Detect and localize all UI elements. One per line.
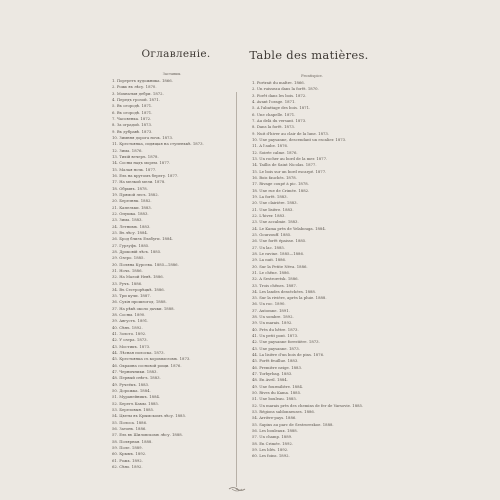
contents-entry: 49. Une fourmilière. 1884. <box>252 383 304 389</box>
contents-entry: 7. Часовенка. 1872. <box>112 115 152 121</box>
contents-entry: 36. Сухія прошлогод. 1888. <box>112 299 167 305</box>
contents-entry: 32. A Sestroretsk. 1886. <box>252 276 299 282</box>
contents-entry: 47. Черничники. 1883. <box>112 369 158 375</box>
contents-entry: 2. Un ruisseau dans la forêt. 1870. <box>252 86 319 92</box>
contents-entry: 27. Гурзуфъ. 1885. <box>112 242 150 248</box>
contents-entry: 46. Première neige. 1883. <box>252 364 303 370</box>
contents-entry: 14. Taillis de Saint Nicolas. 1877. <box>252 162 317 168</box>
contents-entry: 56. Затонъ. 1886. <box>112 426 147 432</box>
ornament-flourish <box>228 485 246 493</box>
contents-entry: 62. Сѣно. 1892. <box>112 464 143 470</box>
contents-subtitle-french: Frontispice. <box>301 74 323 78</box>
contents-entry: 30. Sur la Petite Néva. 1886. <box>252 263 308 269</box>
contents-entry: 41. Золото. 1892. <box>112 331 147 337</box>
contents-entry: 12. Зима. 1876. <box>112 147 143 153</box>
contents-entry: 59. Поле. 1889. <box>112 445 143 451</box>
contents-entry: 1. Portrait du maître. 1866. <box>252 80 305 85</box>
contents-entry: 25. Въ лѣсу. 1884. <box>112 229 149 235</box>
contents-entry: 57. Ель въ Шиловскомъ лѣсу. 1888. <box>112 432 183 438</box>
contents-entry: 9. Въ дубравѣ. 1873. <box>112 128 153 134</box>
contents-entry: 34. Въ Сестрорѣцкѣ. 1886. <box>112 286 165 292</box>
contents-entry: 23. Зима. 1883. <box>112 217 143 223</box>
contents-entry: 10. Зимняя дорога ночь. 1873. <box>112 134 174 140</box>
contents-entry: 25. Gourzouff. 1885. <box>252 231 292 237</box>
contents-entry: 16. Bois fauchés. 1878. <box>252 174 297 180</box>
contents-entry: 11. Крестьянка, сидящая на ступенькѣ. 1873. <box>112 141 204 147</box>
contents-entry: 51. Une bouleau. 1885. <box>252 396 297 402</box>
contents-entry: 5. A l'abattage des bois. 1871. <box>252 105 311 111</box>
contents-entry: 38. Un sombre. 1892. <box>252 314 294 320</box>
contents-entry: 50. Rives du Kama. 1885. <box>252 390 302 396</box>
contents-entry: 31. Le chêne. 1886. <box>252 269 291 275</box>
contents-entry: 44. Лѣсная полоска. 1873. <box>112 350 165 356</box>
contents-entry: 6. Въ огородѣ. 1871. <box>112 109 153 115</box>
contents-entry: 53. Березовыя. 1885. <box>112 407 155 413</box>
contents-entry: 43. Мостикъ. 1873. <box>112 343 151 349</box>
contents-title-russian: Оглавленіе. <box>141 48 211 60</box>
contents-entry: 39. Августъ. 1891. <box>112 318 149 324</box>
contents-entry: 18. Обрывъ. 1878. <box>112 185 148 191</box>
contents-entry: 22. Опушка. 1883. <box>112 210 149 216</box>
contents-title-french: Table des matières. <box>249 48 369 62</box>
contents-entry: 8. За оградой. 1873. <box>112 122 153 128</box>
contents-entry: 58. En Crimée. 1892. <box>252 440 293 446</box>
contents-entry: 58. Полярная. 1888. <box>112 438 153 444</box>
contents-entry: 45. Forêt feuillue. 1883. <box>252 358 299 364</box>
contents-list-russian <box>112 78 232 470</box>
contents-entry: 41. Un petit pont. 1873. <box>252 333 299 339</box>
contents-entry: 43. Une paysanne. 1873. <box>252 345 300 351</box>
contents-entry: 55. Sapins au parc de Sestrorezkoe. 1888. <box>252 421 334 427</box>
contents-entry: 21. Une lisière. 1883. <box>252 206 294 212</box>
contents-list-french <box>252 80 372 460</box>
contents-entry: 17. На мелкой мели. 1878. <box>112 179 166 185</box>
contents-entry: 4. Передъ грозой. 1871. <box>112 96 160 102</box>
contents-entry: 22. L'hiver. 1883. <box>252 212 286 218</box>
contents-entry: 17. Rivage coupé à pic. 1878. <box>252 181 309 187</box>
contents-entry: 32. На Малой Невѣ. 1886. <box>112 274 164 280</box>
column-divider <box>236 92 237 487</box>
contents-entry: 24. Летнимъ. 1883. <box>112 223 151 229</box>
contents-entry: 30. Поляна Курсева. 1885—1886. <box>112 261 179 267</box>
contents-entry: 23. Une accalmie. 1883. <box>252 219 299 225</box>
contents-entry: 57. Un champ. 1889. <box>252 434 293 440</box>
contents-entry: 4. Avant l'orage. 1871. <box>252 98 296 104</box>
contents-entry: 3. Forêt dans les bois. 1872. <box>252 92 307 98</box>
contents-entry: 13. Un rocher au bord de la mer. 1877. <box>252 155 328 161</box>
contents-entry: 50. Дорожка. 1884. <box>112 388 151 394</box>
contents-entry: 21. Капельки. 1883. <box>112 204 152 210</box>
contents-entry: 19. Прямой лесъ. 1882. <box>112 191 159 197</box>
contents-entry: 20. Une clairière. 1883. <box>252 200 298 206</box>
contents-entry: 54. Цветы въ Крымскомъ лѣсу. 1885. <box>112 413 187 419</box>
contents-entry: 55. Полоса. 1886. <box>112 419 148 425</box>
contents-entry: 10. Une paysanne, descendant un escalier. 1873. <box>252 136 347 142</box>
contents-entry: 54. Arrière-pays. 1886. <box>252 415 297 421</box>
contents-entry: 40. Près du hêtre. 1873. <box>252 326 299 332</box>
contents-entry: 42. Une paysanne forestière. 1873. <box>252 339 320 345</box>
contents-entry: 15. Малая ночь. 1877. <box>112 166 157 172</box>
contents-entry: 44. La lisière d'un bois de pins. 1876. <box>252 352 325 358</box>
contents-entry: 61. Рожь. 1892. <box>112 457 143 463</box>
contents-subtitle-russian: Заставкы. <box>162 72 182 76</box>
contents-entry: 37. Automne. 1891. <box>252 307 290 313</box>
contents-entry: 40. Сѣнъ. 1892. <box>112 324 143 330</box>
contents-entry: 59. Les blés. 1892. <box>252 447 289 453</box>
contents-entry: 19. La forêt. 1883. <box>252 193 288 199</box>
contents-entry: 12. Soirée calme. 1876. <box>252 149 298 155</box>
contents-entry: 14. Сосны надъ морем. 1877. <box>112 160 171 166</box>
contents-entry: 42. У озера. 1873. <box>112 337 148 343</box>
contents-entry: 29. La nuit. 1886. <box>252 257 287 263</box>
contents-entry: 49. Ручеёкъ. 1883. <box>112 381 150 387</box>
contents-entry: 52. Берегъ Камы. 1885. <box>112 400 160 406</box>
contents-entry: 20. Березняк. 1882. <box>112 198 152 204</box>
contents-entry: 28. Дроковій лѣсъ. 1885. <box>112 248 162 254</box>
contents-entry: 53. Régions sablonneuses. 1886. <box>252 409 316 415</box>
contents-entry: 35. Три кучи. 1887. <box>112 293 151 299</box>
contents-entry: 26. Брод близъ Елабуги. 1884. <box>112 236 173 242</box>
contents-entry: 29. Озеро. 1885. <box>112 255 145 261</box>
contents-entry: 46. Окраина сосновой рощи. 1876. <box>112 362 182 368</box>
contents-entry: 36. Un roc. 1890. <box>252 301 286 307</box>
contents-entry: 34. Les landes desséchées. 1888. <box>252 288 317 294</box>
contents-entry: 5. Въ огородѣ. 1871. <box>112 103 153 109</box>
contents-entry: 3. Мохнатыя дебри. 1872. <box>112 90 164 96</box>
contents-entry: 13. Тихій вечеръ. 1878. <box>112 153 159 159</box>
contents-entry: 26. Une forêt épaisse. 1885. <box>252 238 307 244</box>
contents-entry: 15. Le bois sur un bord escarpé. 1877. <box>252 168 327 174</box>
contents-entry: 27. Un lac. 1885. <box>252 244 285 250</box>
contents-entry: 18. Une rue de Crimée. 1882. <box>252 187 310 193</box>
contents-entry: 33. Ручъ. 1886. <box>112 280 143 286</box>
contents-column-french <box>249 48 372 460</box>
contents-entry: 9. Nuit d'hiver au clair de la lune. 1873. <box>252 130 330 136</box>
contents-entry: 31. Ночь. 1886. <box>112 267 143 273</box>
contents-entry: 2. Рожь въ лѣсу. 1870. <box>112 84 157 90</box>
contents-entry: 8. Dans la forêt. 1873. <box>252 124 295 130</box>
contents-entry: 11. A l'aube. 1876. <box>252 143 289 149</box>
contents-entry: 48. Первый снѣгъ. 1883. <box>112 375 161 381</box>
contents-entry: 47. Torbyrbag. 1883. <box>252 371 293 377</box>
contents-entry: 38. Сосны. 1890. <box>112 312 146 318</box>
contents-entry: 60. Крымъ. 1892. <box>112 451 147 457</box>
contents-entry: 35. Sur la rivière, après la pluie. 1888. <box>252 295 327 301</box>
contents-entry: 48. En Avril. 1884. <box>252 377 288 383</box>
contents-entry: 39. Un marais. 1892. <box>252 320 293 326</box>
contents-entry: 37. На рѣкѣ около дачки. 1888. <box>112 305 175 311</box>
contents-entry: 24. Le Kama près de Yelabouga. 1884. <box>252 225 326 231</box>
contents-entry: 51. Муравейникъ. 1884. <box>112 394 161 400</box>
contents-entry: 52. Un marais près des chemins de fer de Varsovie. 1885. <box>252 402 364 408</box>
contents-entry: 1. Портретъ художника. 1866. <box>112 78 173 83</box>
contents-entry: 45. Крестьянка съ коромысломъ. 1873. <box>112 356 191 362</box>
contents-entry: 6. Une chapelle. 1871. <box>252 111 296 117</box>
contents-entry: 56. Les bouleaux. 1888. <box>252 428 298 434</box>
contents-entry: 16. Ель на крутомъ берегу. 1877. <box>112 172 179 178</box>
contents-entry: 60. Les foins. 1892. <box>252 453 290 459</box>
contents-column-russian <box>112 48 232 470</box>
contents-entry: 28. Le ravine. 1885—1886. <box>252 250 305 256</box>
contents-entry: 7. Au delà du versant. 1873. <box>252 117 307 123</box>
contents-entry: 33. Trois chênes. 1887. <box>252 282 297 288</box>
